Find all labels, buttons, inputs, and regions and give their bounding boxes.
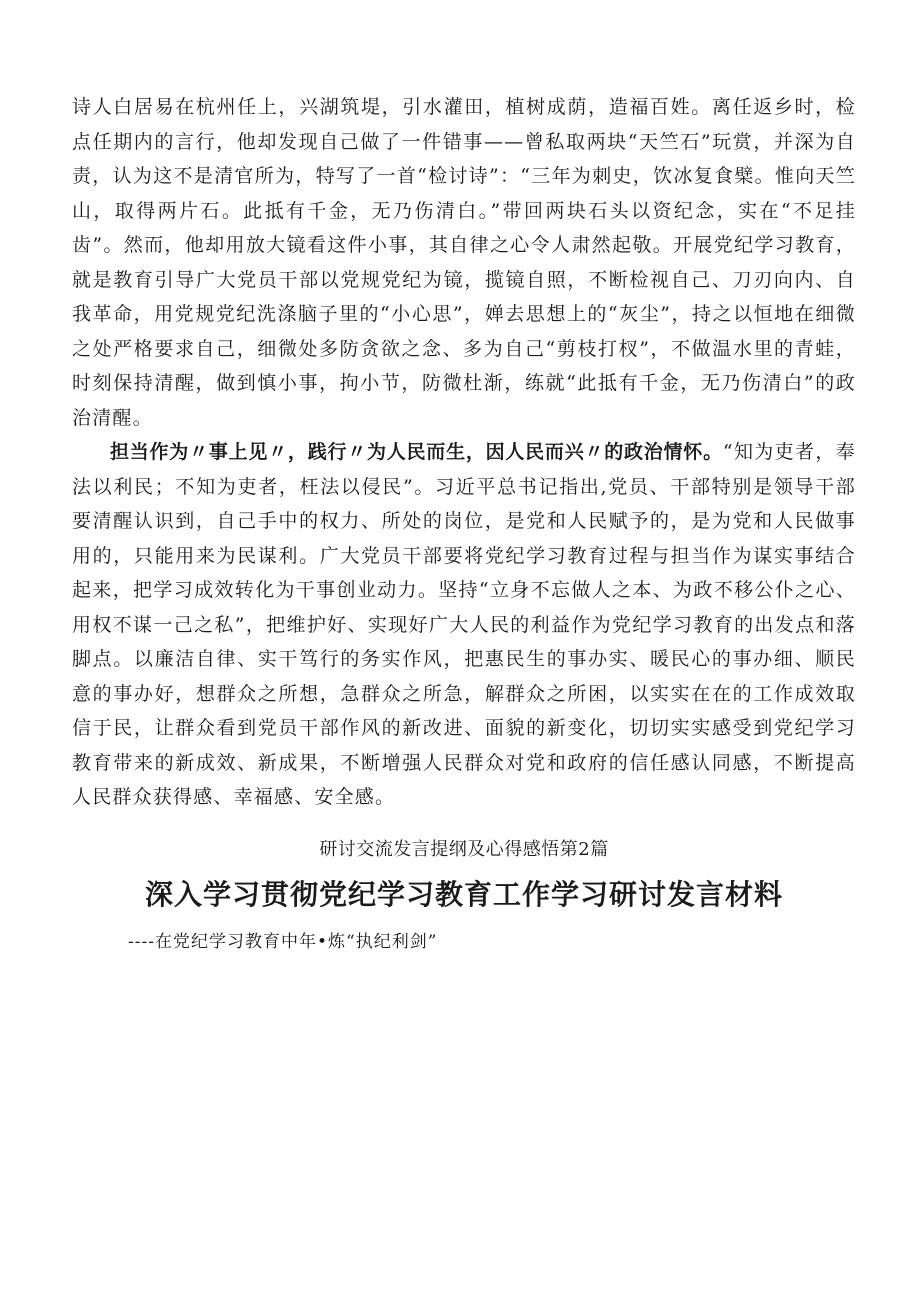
main-title: 深入学习贯彻党纪学习教育工作学习研讨发言材料 (144, 877, 783, 911)
section-subtitle: 研讨交流发言提纲及心得感悟第2篇 (319, 838, 609, 860)
paragraph-bai-juyi: 诗人白居易在杭州任上，兴湖筑堤，引水灌田，植树成荫，造福百姓。离任返乡时，检点任期内的言行，他却发现自己做了一件错事——曾私取两块“天竺石”玩赏，并深为自责，认为这不是清官所为，特写了一首“检讨诗”：“三年为刺史，饮冰复食檗。惟向天竺山，取得两片石。此抵有千金，无乃伤清白。”带回两块石头以资纪念，实在“不足挂齿”。然而，他却用放大镜看这件小事，其自律之心令人肃然起敬。开展党纪学习教育，就是教育引导广大党员干部以党规党纪为镜，揽镜自照，不断检视自己、刀刃向内、自我革命，用党规党纪洗涤脑子里的“小心思”，婵去思想上的“灰尘”，持之以恒地在细微之处严格要求自己，细微处多防贪欲之念、多为自己“剪枝打杈”，不做温水里的青蛙，时刻保持清醒，做到慎小事，拘小节，防微杜渐，练就“此抵有千金，无乃伤清白”的政治清醒。 (72, 96, 856, 429)
byline: ----在党纪学习教育中年•炼“执纪利剑” (128, 931, 438, 952)
paragraph-responsibility (72, 435, 856, 815)
paragraph-body: “知为吏者，奉法以利民；不知为吏者，枉法以侵民”。习近平总书记指出,党员、干部特别是领导干部要清醒认识到，自己手中的权力、所处的岗位，是党和人民赋予的，是为党和人民做事用的，只能用来为民谋利。广大党员干部要将党纪学习教育过程与担当作为谋实事结合起来，把学习成效转化为干事创业动力。坚持“立身不忘做人之本、为政不移公仆之心、用权不谋一己之私”，把维护好、实现好广大人民的利益作为党纪学习教育的出发点和落脚点。以廉洁自律、实干笃行的务实作风，把惠民生的事办实、暖民心的事办细、顺民意的事办好，想群众之所想，急群众之所急，解群众之所困，以实实在在的工作成效取信于民，让群众看到党员干部作风的新改进、面貌的新变化，切切实实感受到党纪学习教育带来的新成效、新成果，不断增强人民群众对党和政府的信任感认同感，不断提高人民群众获得感、幸福感、安全感。 (72, 441, 856, 808)
paragraph-lead-heading: 担当作为〃事上见〃，践行〃为人民而生，因人民而兴〃的政治情怀。 (110, 441, 723, 463)
